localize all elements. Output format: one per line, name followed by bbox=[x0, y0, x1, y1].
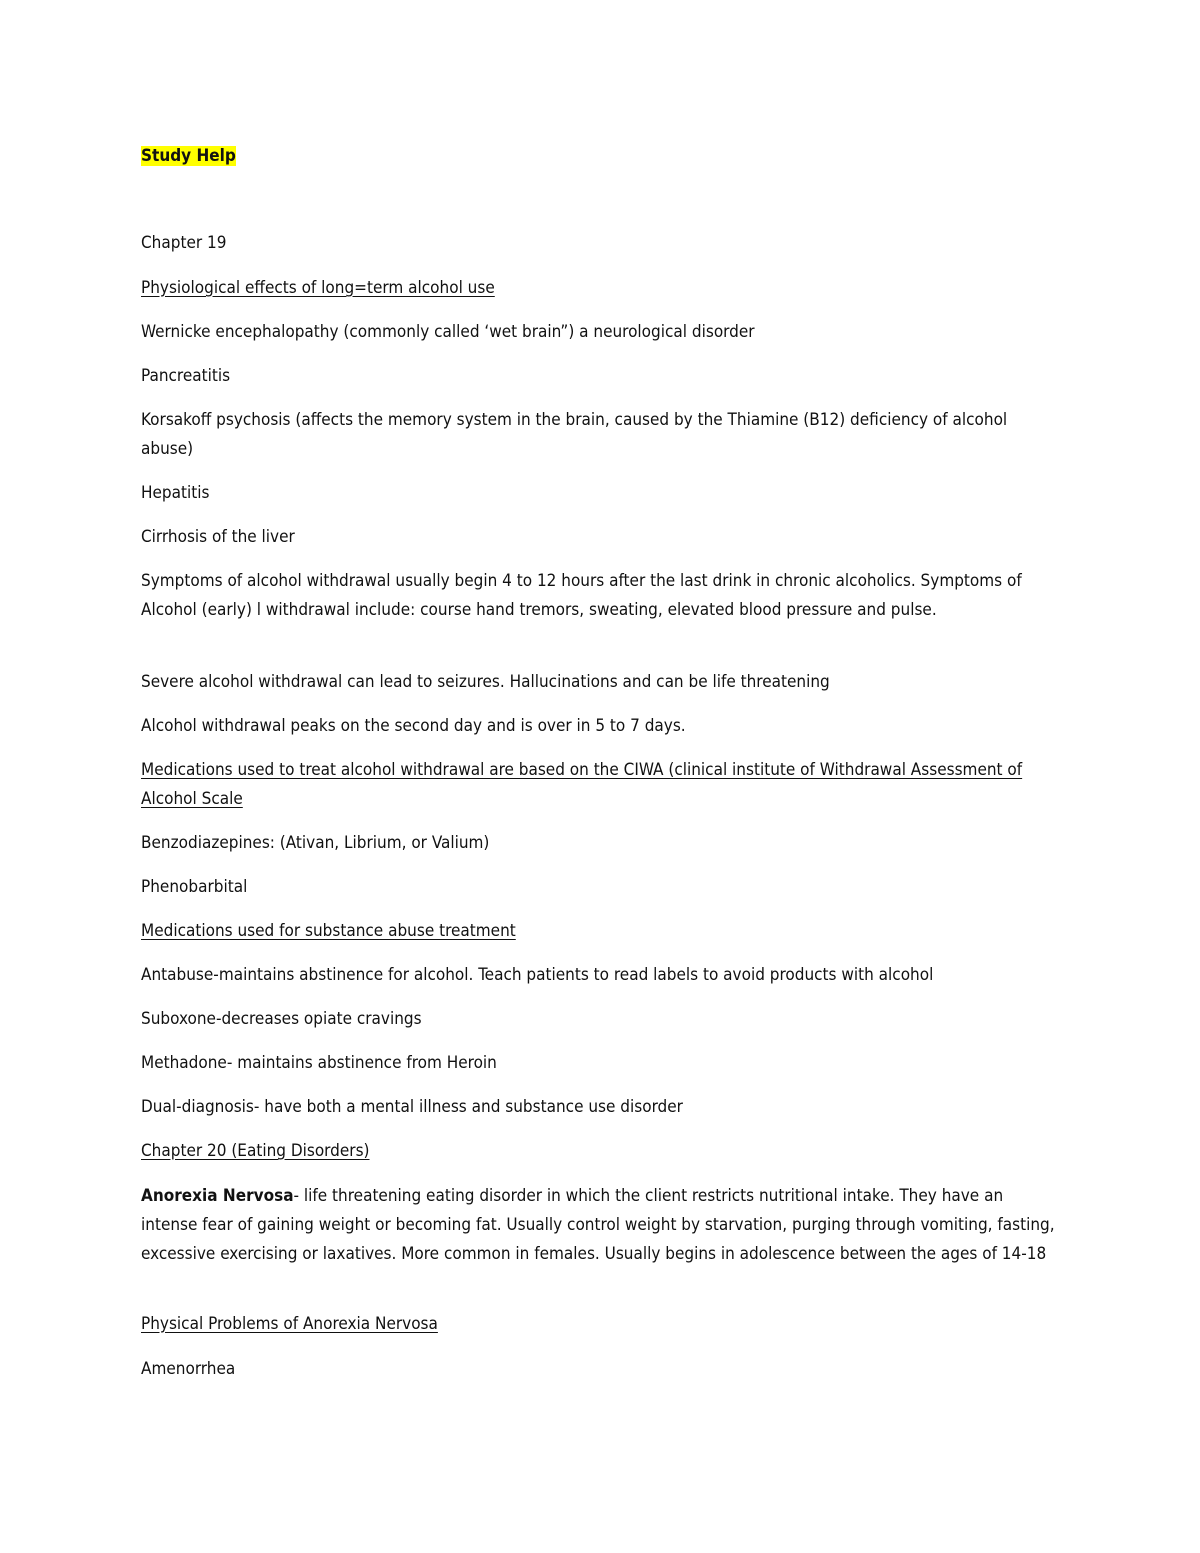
korsakoff-item: Korsakoff psychosis (affects the memory system in the brain, caused by the Thiamine (B12) deficiency of alcohol abuse) bbox=[141, 410, 1008, 459]
anorexia-term: Anorexia Nervosa bbox=[141, 1186, 294, 1206]
benzodiazepines-item: Benzodiazepines: (Ativan, Librium, or Valium) bbox=[141, 833, 490, 853]
chapter-19-label: Chapter 19 bbox=[141, 233, 227, 253]
withdrawal-peak-paragraph: Alcohol withdrawal peaks on the second day and is over in 5 to 7 days. bbox=[141, 716, 686, 736]
severe-withdrawal-paragraph: Severe alcohol withdrawal can lead to seizures. Hallucinations and can be life threatening bbox=[141, 672, 830, 692]
wernicke-item: Wernicke encephalopathy (commonly called ‘wet brain”) a neurological disorder bbox=[141, 322, 755, 342]
amenorrhea-item: Amenorrhea bbox=[141, 1359, 236, 1379]
document-title-line bbox=[141, 142, 1061, 171]
cirrhosis-item: Cirrhosis of the liver bbox=[141, 527, 295, 547]
phenobarbital-item: Phenobarbital bbox=[141, 877, 248, 897]
withdrawal-symptoms-paragraph: Symptoms of alcohol withdrawal usually begin 4 to 12 hours after the last drink in chronic alcoholics. Symptoms of Alcohol (early) l withdrawal include: course hand tremors, sweating, elevated blood pressure and pulse. bbox=[141, 571, 1022, 620]
hepatitis-item: Hepatitis bbox=[141, 483, 210, 503]
substance-meds-heading: Medications used for substance abuse treatment bbox=[141, 921, 516, 941]
dual-diagnosis-item: Dual-diagnosis- have both a mental illness and substance use disorder bbox=[141, 1097, 683, 1117]
suboxone-item: Suboxone-decreases opiate cravings bbox=[141, 1009, 422, 1029]
physiological-effects-heading: Physiological effects of long=term alcohol use bbox=[141, 278, 495, 298]
physical-problems-heading: Physical Problems of Anorexia Nervosa bbox=[141, 1314, 438, 1334]
antabuse-item: Antabuse-maintains abstinence for alcohol. Teach patients to read labels to avoid products with alcohol bbox=[141, 965, 934, 985]
methadone-item: Methadone- maintains abstinence from Heroin bbox=[141, 1053, 497, 1073]
pancreatitis-item: Pancreatitis bbox=[141, 366, 231, 386]
anorexia-paragraph bbox=[141, 1182, 1061, 1269]
chapter-20-heading: Chapter 20 (Eating Disorders) bbox=[141, 1141, 370, 1161]
ciwa-heading: Medications used to treat alcohol withdrawal are based on the CIWA (clinical institute of Withdrawal Assessment of Alcohol Scale bbox=[141, 760, 1023, 809]
anorexia-definition: - life threatening eating disorder in which the client restricts nutritional intake. They have an intense fear of gaining weight or becoming fat. Usually control weight by starvation, purging through vomiting, fasting, excessive exercising or laxatives. More common in females. Usually begins in adolescence between the ages of 14-18 bbox=[141, 1186, 1055, 1264]
document-title: Study Help bbox=[141, 146, 236, 166]
